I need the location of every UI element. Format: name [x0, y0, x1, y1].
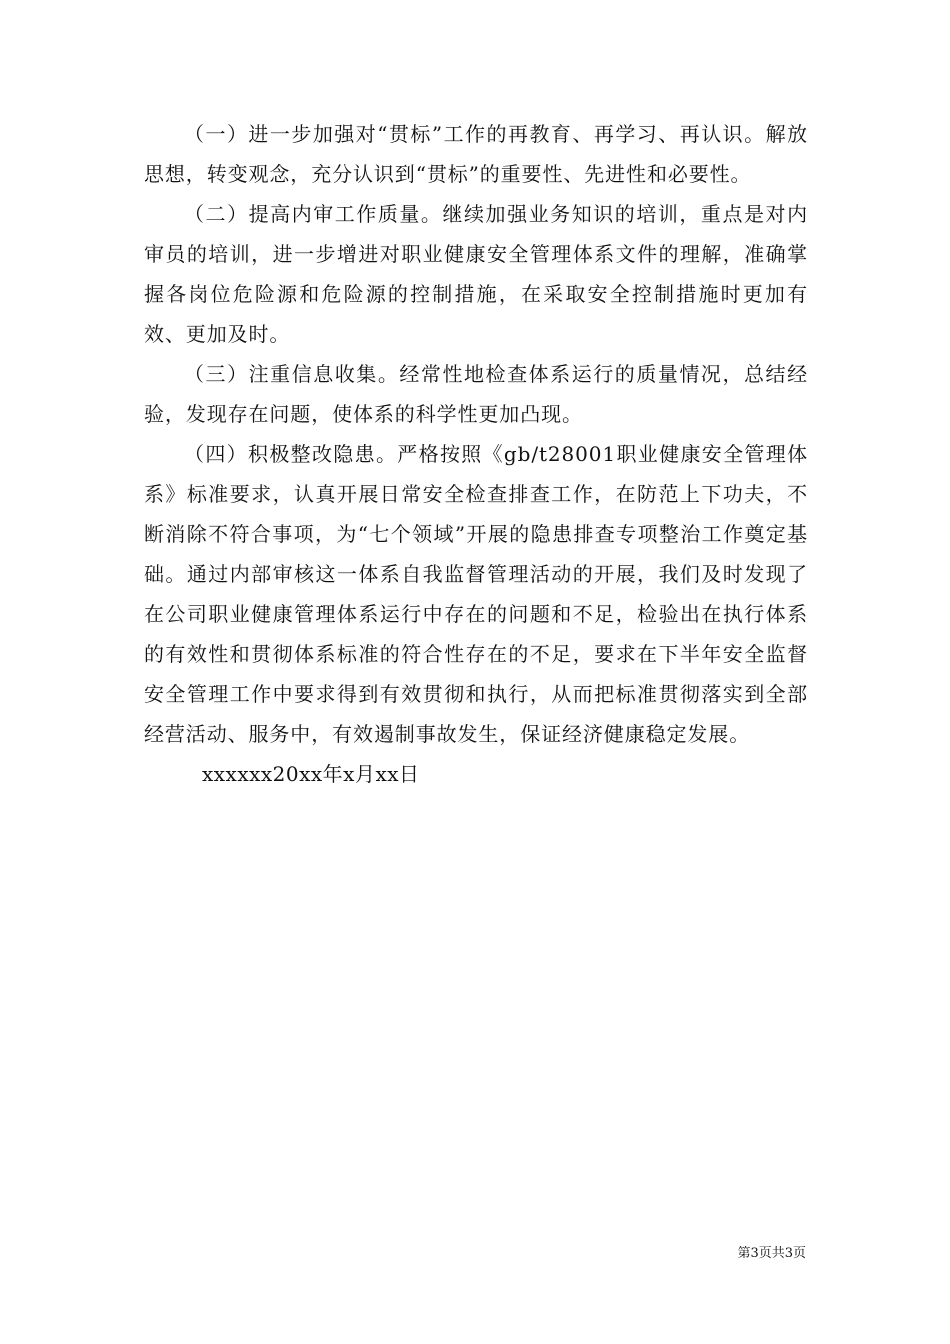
document-body — [144, 114, 808, 794]
page-number-footer: 第3页共3页 — [737, 1246, 806, 1261]
paragraph-3: （三）注重信息收集。经常性地检查体系运行的质量情况，总结经验，发现存在问题，使体系的科学性更加凸现。 — [144, 362, 808, 426]
signature-date: xxxxxx20xx年x月xx日 — [202, 762, 420, 786]
paragraph-2: （二）提高内审工作质量。继续加强业务知识的培训，重点是对内审员的培训，进一步增进对职业健康安全管理体系文件的理解，准确掌握各岗位危险源和危险源的控制措施，在采取安全控制措施时更加有效、更加及时。 — [144, 202, 808, 346]
paragraph-4: （四）积极整改隐患。严格按照《gb/t28001职业健康安全管理体系》标准要求，认真开展日常安全检查排查工作，在防范上下功夫，不断消除不符合事项，为“七个领域”开展的隐患排查专项整治工作奠定基础。通过内部审核这一体系自我监督管理活动的开展，我们及时发现了在公司职业健康管理体系运行中存在的问题和不足，检验出在执行体系的有效性和贯彻体系标准的符合性存在的不足，要求在下半年安全监督安全管理工作中要求得到有效贯彻和执行，从而把标准贯彻落实到全部经营活动、服务中，有效遏制事故发生，保证经济健康稳定发展。 — [144, 442, 808, 746]
paragraph-1: （一）进一步加强对“贯标”工作的再教育、再学习、再认识。解放思想，转变观念，充分认识到“贯标”的重要性、先进性和必要性。 — [144, 122, 808, 186]
